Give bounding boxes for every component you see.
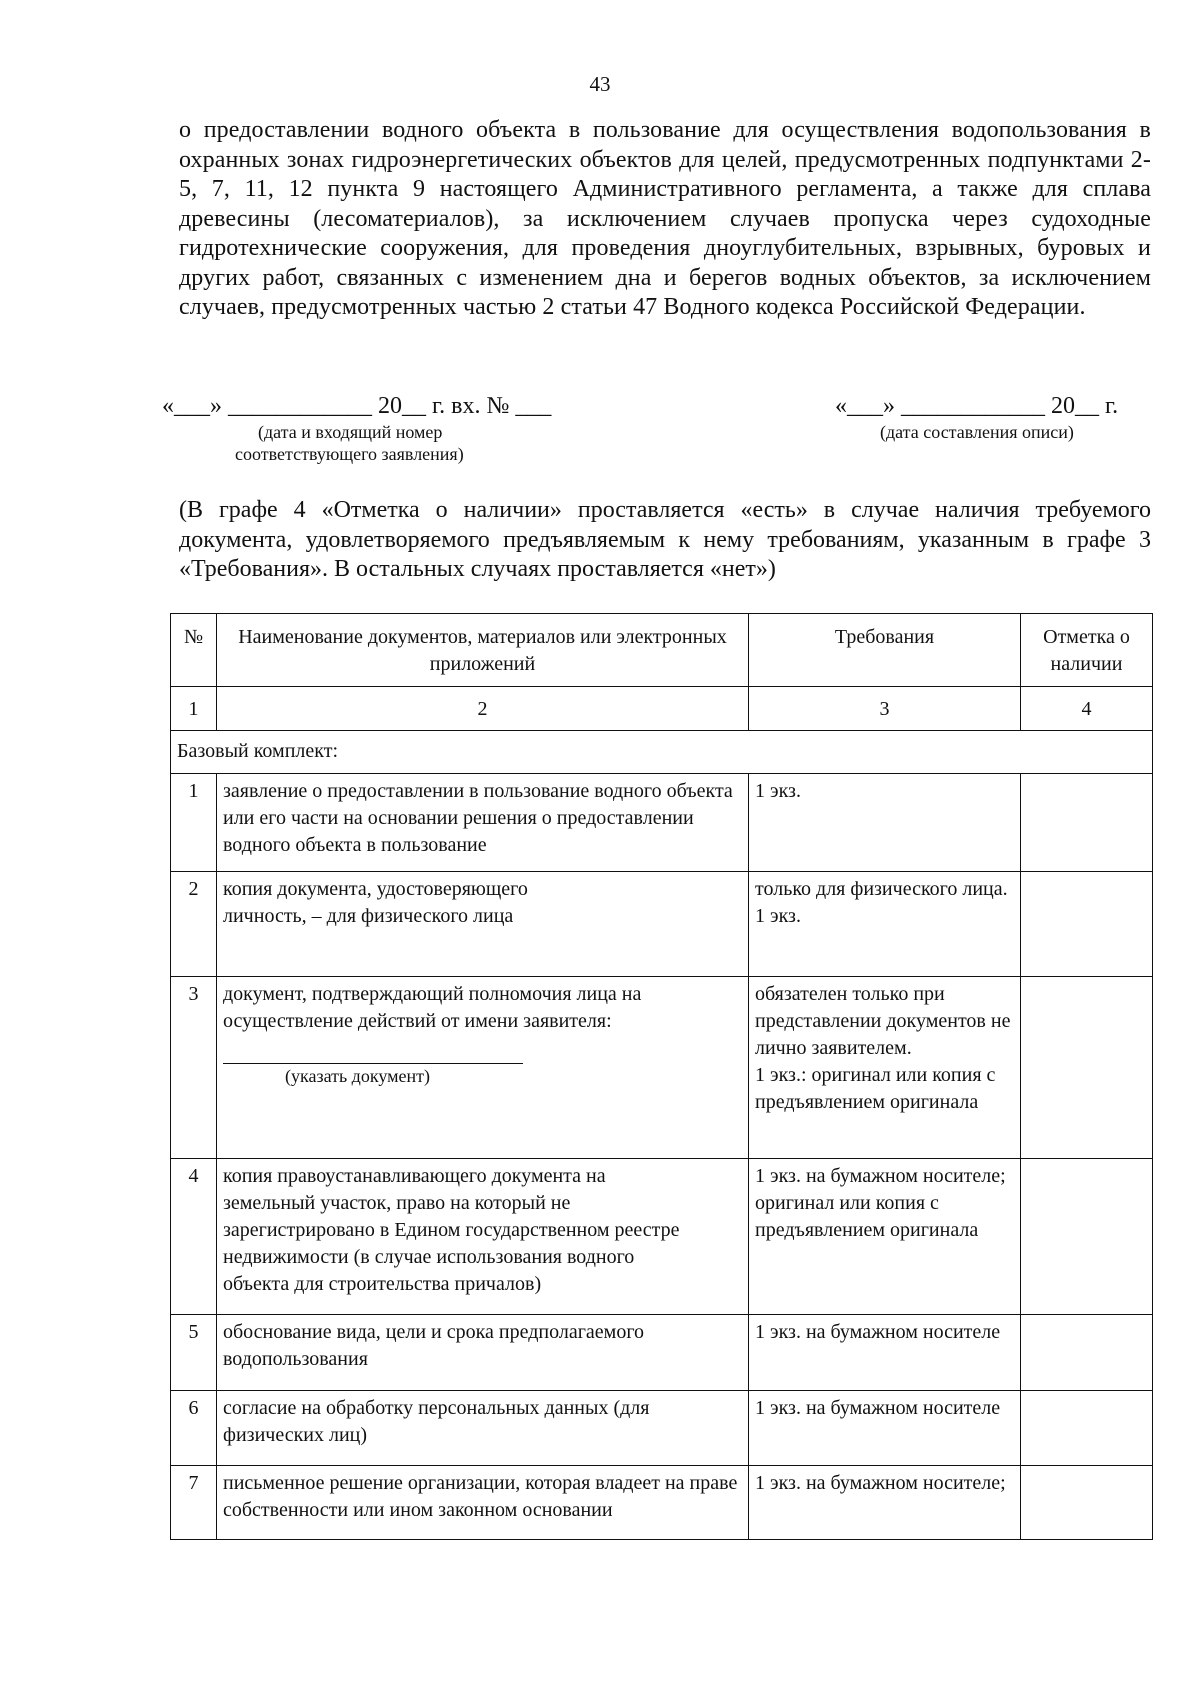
header-num: № bbox=[171, 614, 217, 687]
row-num: 4 bbox=[171, 1159, 217, 1315]
row-name: заявление о предоставлении в пользование водного объекта или его части на основании решения о предоставлении водного объекта в пользование bbox=[217, 774, 749, 872]
row-requirements: 1 экз. на бумажном носителе bbox=[749, 1391, 1021, 1466]
intro-paragraph: о предоставлении водного объекта в пользование для осуществления водопользования в охранных зонах гидроэнергетических объектов для целей, предусмотренных подпунктами 2-5, 7, 11, 12 пункта 9 настоящего Административного регламента, а также для сплава древесины (лесоматериалов), за исключением случаев пропуска через судоходные гидротехнические сооружения, для проведения дноуглубительных, взрывных, буровых и других работ, связанных с изменением дна и берегов водных объектов, за исключением случаев, предусмотренных частью 2 статьи 47 Водного кодекса Российской Федерации. bbox=[179, 117, 1151, 320]
row-mark[interactable] bbox=[1021, 872, 1153, 977]
row-requirements: 1 экз. на бумажном носителе bbox=[749, 1315, 1021, 1391]
column-index: 1 bbox=[171, 687, 217, 731]
row-name: копия документа, удостоверяющего личность, – для физического лица bbox=[217, 872, 749, 977]
section-row bbox=[171, 731, 1153, 774]
table-row bbox=[171, 1466, 1153, 1540]
row-num: 2 bbox=[171, 872, 217, 977]
table-row bbox=[171, 1315, 1153, 1391]
row-name: согласие на обработку персональных данных (для физических лиц) bbox=[217, 1391, 749, 1466]
header-requirements: Требования bbox=[749, 614, 1021, 687]
row-requirements: 1 экз. на бумажном носителе; оригинал или копия с предъявлением оригинала bbox=[749, 1159, 1021, 1315]
table-row bbox=[171, 1159, 1153, 1315]
incoming-date-field: «___» ____________ 20__ г. вх. № ___ bbox=[162, 393, 552, 419]
header-mark: Отметка о наличии bbox=[1021, 614, 1153, 687]
header-name: Наименование документов, материалов или электронных приложений bbox=[217, 614, 749, 687]
row-num: 5 bbox=[171, 1315, 217, 1391]
row-requirements: 1 экз. bbox=[749, 774, 1021, 872]
documents-table bbox=[170, 613, 1153, 1540]
table-row bbox=[171, 774, 1153, 872]
row-mark[interactable] bbox=[1021, 774, 1153, 872]
row-requirements: 1 экз. на бумажном носителе; bbox=[749, 1466, 1021, 1540]
incoming-date-caption-2: соответствующего заявления) bbox=[235, 444, 464, 464]
column-index: 4 bbox=[1021, 687, 1153, 731]
row-mark[interactable] bbox=[1021, 1391, 1153, 1466]
row-mark[interactable] bbox=[1021, 977, 1153, 1159]
row-name-cell bbox=[217, 977, 749, 1159]
table-row bbox=[171, 872, 1153, 977]
column-index: 2 bbox=[217, 687, 749, 731]
row-name: письменное решение организации, которая владеет на праве собственности или ином законном основании bbox=[217, 1466, 749, 1540]
row-num: 3 bbox=[171, 977, 217, 1159]
table-row bbox=[171, 977, 1153, 1159]
row-num: 7 bbox=[171, 1466, 217, 1540]
row-requirements: только для физического лица. 1 экз. bbox=[749, 872, 1021, 977]
row-num: 6 bbox=[171, 1391, 217, 1466]
row-num: 1 bbox=[171, 774, 217, 872]
row-name: обоснование вида, цели и срока предполагаемого водопользования bbox=[217, 1315, 749, 1391]
inventory-date-field: «___» ____________ 20__ г. bbox=[835, 393, 1119, 419]
row-name: документ, подтверждающий полномочия лица на осуществление действий от имени заявителя: bbox=[223, 983, 642, 1032]
row-mark[interactable] bbox=[1021, 1159, 1153, 1315]
column-index-row bbox=[171, 687, 1153, 731]
inventory-date-caption: (дата составления описи) bbox=[880, 422, 1074, 442]
column-index: 3 bbox=[749, 687, 1021, 731]
instruction-paragraph: (В графе 4 «Отметка о наличии» проставляется «есть» в случае наличия требуемого документа, удовлетворяемого предъявляемым к нему требованиям, указанным в графе 3 «Требования». В остальных случаях проставляется «нет») bbox=[179, 497, 1151, 582]
specify-document-caption: (указать документ) bbox=[285, 1066, 430, 1086]
table-row bbox=[171, 1391, 1153, 1466]
incoming-date-caption-1: (дата и входящий номер bbox=[258, 422, 443, 442]
row-mark[interactable] bbox=[1021, 1315, 1153, 1391]
row-name: копия правоустанавливающего документа на земельный участок, право на который не зарегистрировано в Едином государственном реестре недвижимости (в случае использования водного объекта для строительства причалов) bbox=[217, 1159, 749, 1315]
page-number: 43 bbox=[589, 72, 611, 96]
row-mark[interactable] bbox=[1021, 1466, 1153, 1540]
row-requirements: обязателен только при представлении документов не лично заявителем. 1 экз.: оригинал или копия с предъявлением оригинала bbox=[749, 977, 1021, 1159]
section-label: Базовый комплект: bbox=[171, 731, 1153, 774]
table-header-row bbox=[171, 614, 1153, 687]
